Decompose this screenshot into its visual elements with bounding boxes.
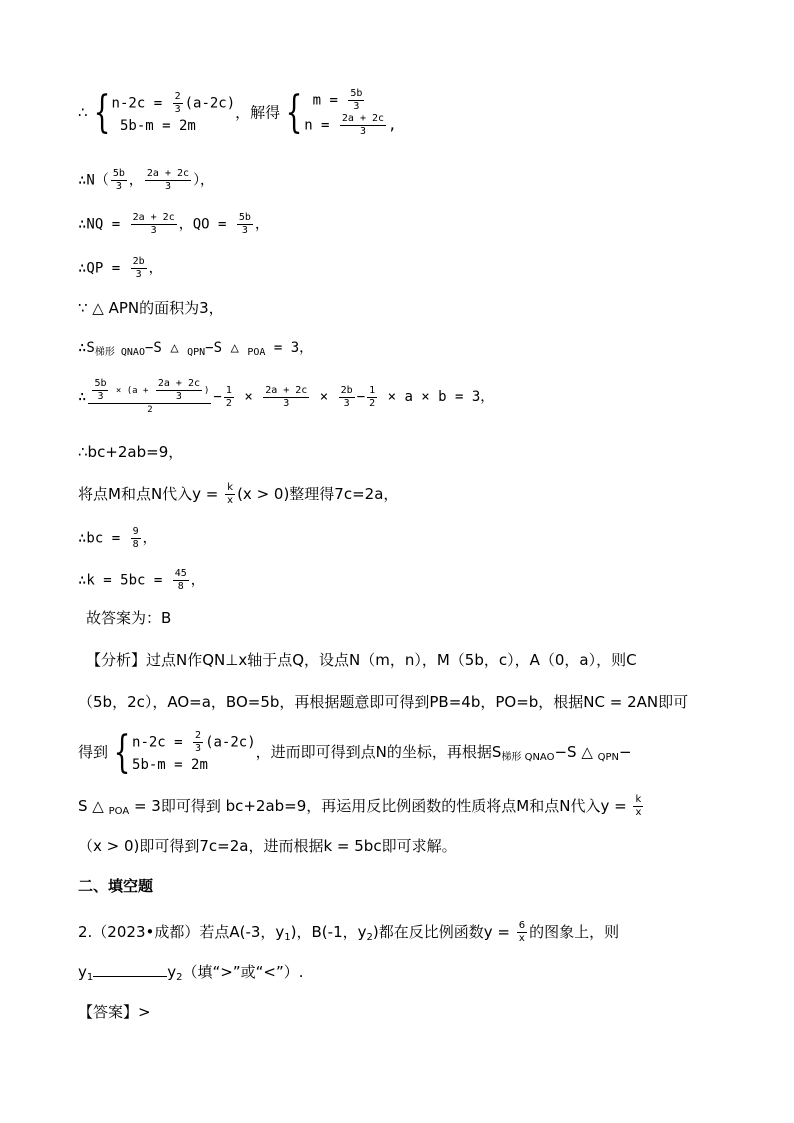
text: −S △ [144,340,188,356]
frac-num: k [633,794,643,807]
frac-den: 3 [175,391,182,402]
text: ∴ [78,389,87,405]
frac-den: x [518,933,525,944]
frac-num: 2a + 2c [341,113,385,124]
text: ∴QP = [78,260,129,277]
frac-num [88,378,211,404]
text: −S △ [554,743,598,761]
analysis-line-1 [86,650,637,670]
frac-num: 2b [340,384,353,396]
subscript: POA [247,347,266,358]
frac-den: 3 [164,181,171,192]
text: 【分析】过点N作QN⊥x轴于点Q，设点N（m，n），M（5b，c），A（0，a），则C [86,651,637,669]
text: ，QO = [178,216,235,233]
text: ∴S [78,340,95,356]
text: ，进而即可得到点N的坐标，再根据S [255,743,502,761]
solution-system [304,88,396,138]
frac-den: 2 [147,405,153,415]
left-brace: { [113,726,131,778]
frac-num: 5b [112,168,125,179]
frac-num: 2a + 2c [265,384,308,396]
subscript: 1 [86,972,94,983]
subscript: POA [108,806,130,817]
frac-den: 2 [369,397,376,409]
analysis-line-4 [78,794,645,822]
frac-num: 5b [94,378,107,389]
area-expansion-line [78,378,494,416]
frac-num: 2a + 2c [146,168,190,179]
text: × [311,389,337,405]
text: = 3即可得到 bc+2ab=9，再运用反比例函数的性质将点M和点N代入y = [129,797,632,815]
fraction [111,168,127,193]
frac-num: 2a + 2c [157,378,200,389]
fraction [517,920,527,945]
frac-den: x [227,495,234,506]
text: ) [204,386,210,396]
text: 的图象上，则 [529,923,620,941]
fraction [339,385,355,410]
fraction [131,256,147,281]
substitute-line [78,482,398,507]
frac-den: 3 [343,397,350,409]
fraction [263,385,309,410]
left-brace: { [93,87,110,138]
text: y [167,963,177,981]
section-heading [78,876,153,896]
answer-line [78,1002,151,1022]
frac-num: 2 [174,90,181,102]
frac-num: k [225,482,235,495]
fraction [633,794,643,819]
text: )都在反比例函数y = [372,923,515,941]
frac-den: 3 [150,225,157,236]
text: ∴NQ = [78,216,129,233]
text: × (a + [110,386,154,396]
text: − [619,743,632,761]
eq1-fraction [173,91,183,116]
text: ）， [193,172,215,189]
eq1-right: (a-2c) [184,95,236,111]
area-equation-line [78,338,313,363]
text: ， [148,260,163,277]
text: ， [254,216,269,233]
left-brace-2: { [285,87,303,138]
area-statement [78,298,224,318]
text: 2.（2023•成都）若点A(-3，y [78,923,285,941]
frac-den: 8 [177,581,184,592]
text: −S △ [205,340,248,356]
frac-den: 3 [283,397,290,409]
frac-num: 2 [195,730,202,741]
text: （x > 0)即可得到7c=2a，进而根据k = 5bc即可求解。 [78,837,457,855]
subscript: 1 [284,932,291,943]
text: × a × b = 3， [379,389,495,405]
frac-den: 2 [225,397,232,409]
sol2-tail: , [388,117,397,134]
frac-den: 3 [195,743,202,754]
fraction [367,385,377,410]
big-fraction [88,378,211,416]
text: 二、填空题 [78,877,154,895]
fraction [145,168,191,193]
answer-blank[interactable] [93,964,167,977]
question-2-line-2 [78,962,304,988]
text: (x > 0)整理得7c=2a， [237,485,399,503]
qp-line [78,256,163,281]
fraction [237,212,253,237]
frac-num: 2b [132,256,145,267]
equation-system-line [78,88,397,138]
frac-num: 45 [174,568,187,579]
text: 将点M和点N代入y = [78,485,224,503]
therefore-symbol: ∴ [78,103,88,122]
text: ∴bc+2ab=9， [78,443,184,461]
equation-system [132,730,256,775]
text: ， [190,572,205,589]
fraction [131,526,141,551]
subscript: 梯形 QNAO [94,347,145,358]
subscript: QPN [187,347,206,358]
sol1-fraction [348,88,364,113]
solve-text: ，解得 [235,103,281,122]
answer-statement [86,608,171,628]
frac-num: 6 [518,920,526,931]
subscript: QPN [597,752,620,763]
question-2-line-1 [78,920,619,948]
sol2-fraction [340,113,386,138]
text: （填“>”或“<”）. [182,963,304,981]
analysis-line-2 [78,692,688,712]
fraction [92,378,108,403]
fraction [173,568,189,593]
text: − [213,389,222,405]
text: ∴bc = [78,530,129,547]
frac-den: 3 [115,181,122,192]
fraction [156,378,202,403]
eq1-left: n-2c = [111,95,171,111]
text: S △ [78,797,109,815]
text: (a-2c) [205,734,256,751]
text: 得到 [78,743,109,761]
k-value-line [78,568,205,593]
frac-den: 3 [135,269,142,280]
bc-equation [78,442,183,462]
text: ∵ △ APN的面积为3， [78,299,224,317]
text: 【答案】> [78,1003,151,1021]
nq-qo-line [78,212,269,237]
fraction [225,482,235,507]
text: y [78,963,87,981]
sol2-left: n = [304,117,338,134]
text: ∴k = 5bc = [78,572,171,589]
frac-den: 3 [97,391,104,402]
frac-den: 3 [353,101,360,112]
text: − [356,389,366,405]
text: ∴N（ [78,172,109,189]
fraction [224,385,234,410]
text: 故答案为：B [86,609,172,627]
frac-num: 1 [369,384,376,396]
analysis-line-3 [78,726,632,778]
equation-system [112,91,236,136]
text: = 3， [265,340,314,356]
frac-num: 5b [350,88,363,99]
text: 5b-m = 2m [132,757,208,773]
frac-num: 2a + 2c [132,212,175,223]
subscript: 梯形 QNAO [501,752,555,763]
point-n-line [78,168,214,193]
subscript: 2 [176,972,183,983]
text: ， [142,530,157,547]
frac-den: x [635,807,642,818]
text: （5b，2c），AO=a，BO=5b，再根据题意即可得到PB=4b，PO=b，根据NC = 2AN即可 [78,693,689,711]
analysis-line-5 [78,836,457,856]
text: n-2c = [132,734,192,751]
frac-num: 9 [132,526,139,537]
fraction [193,730,203,755]
frac-den: 8 [132,539,139,550]
text: × [235,389,262,405]
text: ， [128,172,143,189]
frac-den: 3 [359,126,366,137]
frac-num: 5b [238,212,251,223]
frac-num: 1 [225,384,232,396]
bc-value-line [78,526,157,551]
frac-den: 3 [174,103,181,115]
subscript: 2 [366,932,373,943]
fraction [131,212,177,237]
frac-den: 3 [241,225,248,236]
sol1-left: m = [312,92,347,109]
eq2: 5b-m = 2m [119,117,196,134]
text: )，B(-1，y [290,923,367,941]
